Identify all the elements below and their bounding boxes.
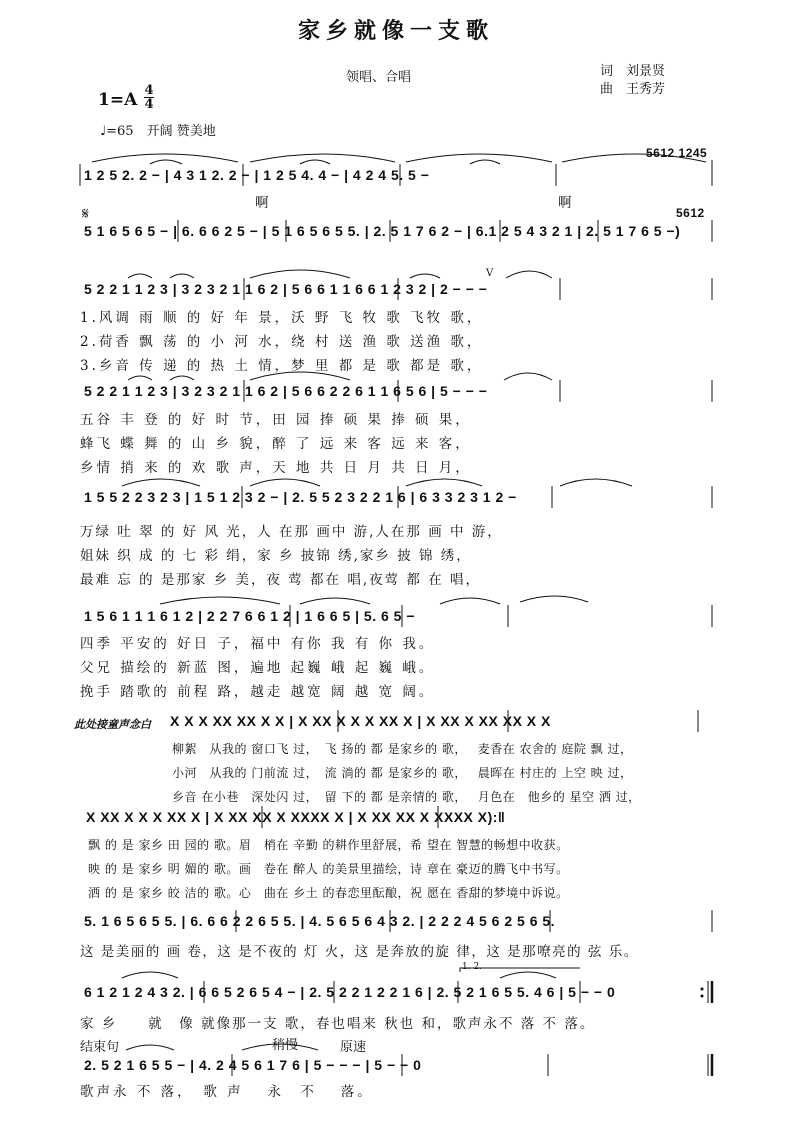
notation-row-4: 5 2 2 1 1 2 3 | 3 2 3 2 1 1 6 2 | 5 6 6 2 2 6 1 1 6 5 6 | 5 − − −: [84, 383, 488, 399]
notation-row-2: 5 1 6 5 6 5 − | 6. 6 6 2 5 − | 5 1 6 5 6 5 5. | 2. 5 1 7 6 2 − | 6.1 2 5 4 3 2 1 | 2. 5 1 7 6 5 −): [84, 223, 681, 239]
recite-line: 映 的 是 家乡 明 媚的 歌。画 卷在 醉人 的美景里描绘，诗 章在 豪迈的腾飞中书写。: [88, 862, 569, 876]
lyric-line: 最难 忘 的 是那家 乡 美，夜 莺 都在 唱,夜莺 都 在 唱，: [80, 572, 481, 588]
recite-line: 飘 的 是 家乡 田 园的 歌。眉 梢在 辛勤 的耕作里舒展，希 望在 智慧的畅想中收获。: [88, 838, 569, 852]
notation-row-8: 6 1 2 1 2 4 3 2. | 6 6 5 2 6 5 4 − | 2. 5 2 2 1 2 2 1 6 | 2. 5 2 1 6 5 5. 4 6 | 5 − − 0: [84, 984, 616, 1000]
notation-row-3: 5 2 2 1 1 2 3 | 3 2 3 2 1 1 6 2 | 5 6 6 1 1 6 6 1 2 3 2 | 2 − − −: [84, 281, 488, 297]
lyric-line: 啊: [255, 195, 272, 211]
tempo-marking: ♩=65 开阔 赞美地: [100, 124, 216, 139]
song-title: 家乡就像一支歌: [297, 18, 494, 44]
notation-row-5: 1 5 5 2 2 3 2 3 | 1 5 1 2 3 2 − | 2. 5 5 2 3 2 2 1 6 | 6 3 3 2 3 1 2 −: [84, 489, 517, 505]
lyric-line: 五谷 丰 登 的 好 时 节，田 园 捧 硕 果 捧 硕 果，: [80, 412, 472, 428]
composer-credit: 曲 王秀芳: [600, 82, 666, 97]
lyric-line: 啊: [558, 195, 575, 211]
lyric-line: 乡情 捎 来 的 欢 歌 声，天 地 共 日 月 共 日 月，: [80, 460, 472, 476]
recite-line: 小河 从我的 门前流 过， 流 淌的 都 是家乡的 歌， 晨晖在 村庄的 上空 映 过，: [172, 766, 633, 780]
notation-row-1: 1 2 5 2. 2 − | 4 3 1 2. 2 − | 1 2 5 4. 4 − | 4 2 4 5. 5 −: [84, 167, 430, 183]
grace-notes-a: 5612 1245: [646, 146, 708, 160]
key-signature: 1=A: [98, 90, 138, 110]
recite-line: 柳絮 从我的 窗口飞 过， 飞 扬的 都 是家乡的 歌， 麦香在 农舍的 庭院 飘 过，: [172, 742, 633, 756]
segno-sign: 𝄋: [82, 204, 89, 223]
notation-row-9: 2. 5 2 1 6 5 5 − | 4. 2 4 5 6 1 7 6 | 5 − − − | 5 − − 0: [84, 1057, 422, 1073]
slow-label: 稍慢: [272, 1038, 299, 1053]
lyricist-credit: 词 刘景贤: [600, 64, 666, 79]
lyric-line: 蜂飞 蝶 舞 的 山 乡 貌，醉 了 远 来 客 远 来 客，: [80, 436, 472, 452]
rhythm-row-1: X X X XX XX X X | X XX X X X XX X | X XX X XX XX X X: [170, 713, 551, 729]
child-recite-label: 此处接童声念白: [74, 718, 151, 731]
lyric-line: 四季 平安的 好日 子，福中 有你 我 有 你 我。: [80, 636, 436, 652]
notation-row-7: 5. 1 6 5 6 5 5. | 6. 6 6 2 2 6 5 5. | 4. 5 6 5 6 4 3 2. | 2 2 2 4 5 6 2 5 6 5.: [84, 913, 556, 929]
recite-line: 洒 的 是 家乡 皎 洁的 歌。心 曲在 乡土 的春恋里酝酿，祝 愿在 香甜的梦境中诉说。: [88, 886, 569, 900]
recite-line: 乡音 在小巷 深处闪 过， 留 下的 都 是亲情的 歌， 月色在 他乡的 星空 洒 过，: [172, 790, 641, 804]
lyric-line: 这 是美丽的 画 卷，这 是不夜的 灯 火，这 是奔放的旋 律，这 是那嘹亮的 弦 乐。: [80, 944, 639, 960]
lyric-line: 万绿 吐 翠 的 好 风 光，人 在那 画中 游,人在那 画 中 游，: [80, 524, 503, 540]
lyric-line: 父兄 描绘的 新蓝 图，遍地 起巍 峨 起 巍 峨。: [80, 660, 436, 676]
meter-top: 4: [144, 83, 154, 98]
lyric-line: 姐妹 织 成 的 七 彩 绢，家 乡 披锦 绣,家乡 披 锦 绣，: [80, 548, 472, 564]
lyric-line: 挽手 踏歌的 前程 路，越走 越宽 阔 越 宽 阔。: [80, 684, 436, 700]
volta-bracket: 1. 2.: [462, 962, 483, 972]
lyric-line: 歌声永 不 落， 歌 声 永 不 落。: [80, 1084, 374, 1100]
meter-bottom: 4: [144, 97, 154, 112]
lyric-line: 3.乡音 传 递 的 热 土 情，梦 里 都 是 歌 都是 歌，: [80, 358, 484, 374]
ending-label: 结束句: [80, 1040, 120, 1055]
lyric-line: 家 乡 就 像 就像那一支 歌，春也唱来 秋也 和，歌声永不 落 不 落。: [80, 1016, 596, 1032]
performance-type: 领唱、合唱: [346, 70, 412, 85]
original-tempo-label: 原速: [340, 1040, 367, 1055]
lyric-line: 1.风调 雨 顺 的 好 年 景，沃 野 飞 牧 歌 飞牧 歌，: [80, 310, 484, 326]
grace-notes-b: 5612: [676, 206, 705, 220]
notation-row-6: 1 5 6 1 1 1 6 1 2 | 2 2 7 6 6 1 2 | 1 6 6 5 | 5. 6 5 −: [84, 608, 416, 624]
breath-mark: V: [486, 268, 494, 279]
lyric-line: 2.荷香 飘 荡 的 小 河 水，绕 村 送 渔 歌 送渔 歌，: [80, 334, 484, 350]
rhythm-row-2: X XX X X X XX X | X XX XX X XXXX X | X XX XX X XXXX X):‖: [86, 809, 506, 825]
